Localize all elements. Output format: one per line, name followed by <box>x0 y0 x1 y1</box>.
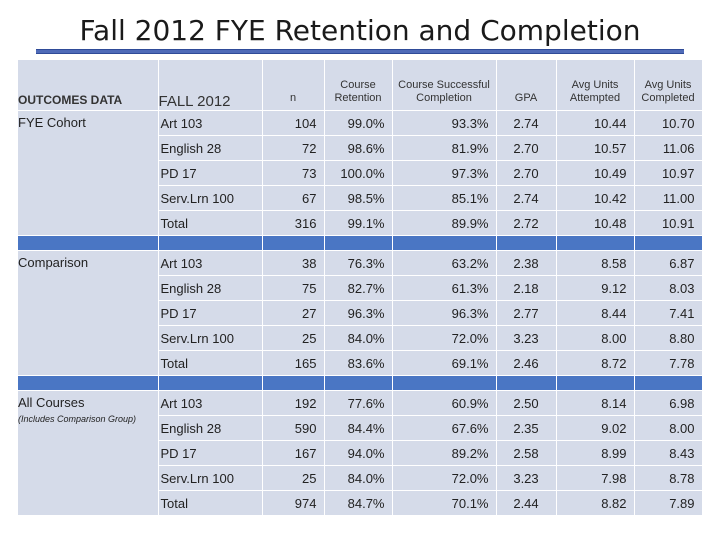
success-cell: 96.3% <box>392 301 496 326</box>
gpa-cell: 2.74 <box>496 111 556 136</box>
separator-cell <box>634 376 702 391</box>
success-cell: 85.1% <box>392 186 496 211</box>
separator-cell <box>158 376 262 391</box>
course-cell: Art 103 <box>158 251 262 276</box>
attempted-cell: 10.49 <box>556 161 634 186</box>
attempted-cell: 10.42 <box>556 186 634 211</box>
retention-cell: 98.6% <box>324 136 392 161</box>
header-outcomes-data: OUTCOMES DATA <box>18 60 158 111</box>
n-cell: 25 <box>262 326 324 351</box>
course-cell: PD 17 <box>158 161 262 186</box>
success-cell: 63.2% <box>392 251 496 276</box>
course-cell: PD 17 <box>158 301 262 326</box>
attempted-cell: 8.72 <box>556 351 634 376</box>
separator-cell <box>262 376 324 391</box>
success-cell: 61.3% <box>392 276 496 301</box>
completed-cell: 8.78 <box>634 466 702 491</box>
separator-cell <box>634 236 702 251</box>
separator-cell <box>158 236 262 251</box>
gpa-cell: 2.44 <box>496 491 556 516</box>
group-separator-row <box>18 236 702 251</box>
completed-cell: 7.41 <box>634 301 702 326</box>
n-cell: 75 <box>262 276 324 301</box>
retention-cell: 99.1% <box>324 211 392 236</box>
retention-cell: 84.0% <box>324 466 392 491</box>
retention-cell: 77.6% <box>324 391 392 416</box>
header-term: FALL 2012 <box>158 60 262 111</box>
retention-cell: 94.0% <box>324 441 392 466</box>
group-label-cell <box>18 391 158 516</box>
success-cell: 89.9% <box>392 211 496 236</box>
n-cell: 27 <box>262 301 324 326</box>
retention-cell: 83.6% <box>324 351 392 376</box>
gpa-cell: 2.72 <box>496 211 556 236</box>
n-cell: 165 <box>262 351 324 376</box>
retention-cell: 100.0% <box>324 161 392 186</box>
separator-cell <box>392 236 496 251</box>
success-cell: 81.9% <box>392 136 496 161</box>
completed-cell: 10.97 <box>634 161 702 186</box>
course-cell: English 28 <box>158 136 262 161</box>
header-gpa: GPA <box>496 60 556 111</box>
completed-cell: 7.78 <box>634 351 702 376</box>
course-cell: Serv.Lrn 100 <box>158 326 262 351</box>
course-cell: Total <box>158 491 262 516</box>
completed-cell: 11.00 <box>634 186 702 211</box>
separator-cell <box>392 376 496 391</box>
attempted-cell: 9.02 <box>556 416 634 441</box>
course-cell: English 28 <box>158 416 262 441</box>
title-underline <box>36 49 684 54</box>
completed-cell: 6.98 <box>634 391 702 416</box>
gpa-cell: 2.46 <box>496 351 556 376</box>
separator-cell <box>18 376 158 391</box>
course-cell: English 28 <box>158 276 262 301</box>
success-cell: 67.6% <box>392 416 496 441</box>
gpa-cell: 2.70 <box>496 161 556 186</box>
completed-cell: 7.89 <box>634 491 702 516</box>
table-row <box>18 391 702 416</box>
gpa-cell: 3.23 <box>496 326 556 351</box>
success-cell: 97.3% <box>392 161 496 186</box>
separator-cell <box>324 376 392 391</box>
n-cell: 590 <box>262 416 324 441</box>
success-cell: 60.9% <box>392 391 496 416</box>
completed-cell: 10.70 <box>634 111 702 136</box>
attempted-cell: 8.44 <box>556 301 634 326</box>
gpa-cell: 2.77 <box>496 301 556 326</box>
header-course-retention: Course Retention <box>324 60 392 111</box>
attempted-cell: 8.99 <box>556 441 634 466</box>
gpa-cell: 2.50 <box>496 391 556 416</box>
completed-cell: 8.00 <box>634 416 702 441</box>
n-cell: 974 <box>262 491 324 516</box>
n-cell: 38 <box>262 251 324 276</box>
separator-cell <box>556 236 634 251</box>
completed-cell: 8.80 <box>634 326 702 351</box>
gpa-cell: 2.35 <box>496 416 556 441</box>
attempted-cell: 10.48 <box>556 211 634 236</box>
header-avg-units-attempted: Avg Units Attempted <box>556 60 634 111</box>
retention-cell: 76.3% <box>324 251 392 276</box>
n-cell: 25 <box>262 466 324 491</box>
n-cell: 72 <box>262 136 324 161</box>
retention-cell: 96.3% <box>324 301 392 326</box>
attempted-cell: 8.58 <box>556 251 634 276</box>
retention-cell: 98.5% <box>324 186 392 211</box>
separator-cell <box>18 236 158 251</box>
n-cell: 67 <box>262 186 324 211</box>
course-cell: PD 17 <box>158 441 262 466</box>
table-header-row <box>18 60 702 111</box>
success-cell: 89.2% <box>392 441 496 466</box>
retention-cell: 84.0% <box>324 326 392 351</box>
n-cell: 167 <box>262 441 324 466</box>
outcomes-table <box>18 60 703 516</box>
completed-cell: 11.06 <box>634 136 702 161</box>
course-cell: Total <box>158 351 262 376</box>
retention-cell: 84.7% <box>324 491 392 516</box>
attempted-cell: 8.00 <box>556 326 634 351</box>
attempted-cell: 8.82 <box>556 491 634 516</box>
group-note: (Includes Comparison Group) <box>18 414 137 424</box>
gpa-cell: 2.58 <box>496 441 556 466</box>
table-body <box>18 111 702 516</box>
separator-cell <box>324 236 392 251</box>
success-cell: 69.1% <box>392 351 496 376</box>
gpa-cell: 2.18 <box>496 276 556 301</box>
separator-cell <box>556 376 634 391</box>
group-separator-row <box>18 376 702 391</box>
retention-cell: 99.0% <box>324 111 392 136</box>
separator-cell <box>496 376 556 391</box>
n-cell: 104 <box>262 111 324 136</box>
group-label: Comparison <box>18 255 89 270</box>
attempted-cell: 10.44 <box>556 111 634 136</box>
table-row <box>18 251 702 276</box>
page-title: Fall 2012 FYE Retention and Completion <box>79 14 641 47</box>
gpa-cell: 2.38 <box>496 251 556 276</box>
attempted-cell: 10.57 <box>556 136 634 161</box>
n-cell: 316 <box>262 211 324 236</box>
gpa-cell: 2.74 <box>496 186 556 211</box>
group-label: FYE Cohort <box>18 115 86 130</box>
separator-cell <box>262 236 324 251</box>
success-cell: 72.0% <box>392 466 496 491</box>
success-cell: 70.1% <box>392 491 496 516</box>
header-course-successful-completion: Course Successful Completion <box>392 60 496 111</box>
n-cell: 73 <box>262 161 324 186</box>
course-cell: Serv.Lrn 100 <box>158 186 262 211</box>
course-cell: Art 103 <box>158 391 262 416</box>
separator-cell <box>496 236 556 251</box>
header-n: n <box>262 60 324 111</box>
group-label: All Courses <box>18 395 85 410</box>
retention-cell: 82.7% <box>324 276 392 301</box>
n-cell: 192 <box>262 391 324 416</box>
table-row <box>18 111 702 136</box>
attempted-cell: 9.12 <box>556 276 634 301</box>
success-cell: 93.3% <box>392 111 496 136</box>
completed-cell: 8.43 <box>634 441 702 466</box>
header-avg-units-completed: Avg Units Completed <box>634 60 702 111</box>
course-cell: Total <box>158 211 262 236</box>
gpa-cell: 2.70 <box>496 136 556 161</box>
group-label-cell <box>18 251 158 376</box>
course-cell: Serv.Lrn 100 <box>158 466 262 491</box>
success-cell: 72.0% <box>392 326 496 351</box>
retention-cell: 84.4% <box>324 416 392 441</box>
group-label-cell <box>18 111 158 236</box>
gpa-cell: 3.23 <box>496 466 556 491</box>
attempted-cell: 7.98 <box>556 466 634 491</box>
completed-cell: 6.87 <box>634 251 702 276</box>
completed-cell: 8.03 <box>634 276 702 301</box>
attempted-cell: 8.14 <box>556 391 634 416</box>
course-cell: Art 103 <box>158 111 262 136</box>
completed-cell: 10.91 <box>634 211 702 236</box>
